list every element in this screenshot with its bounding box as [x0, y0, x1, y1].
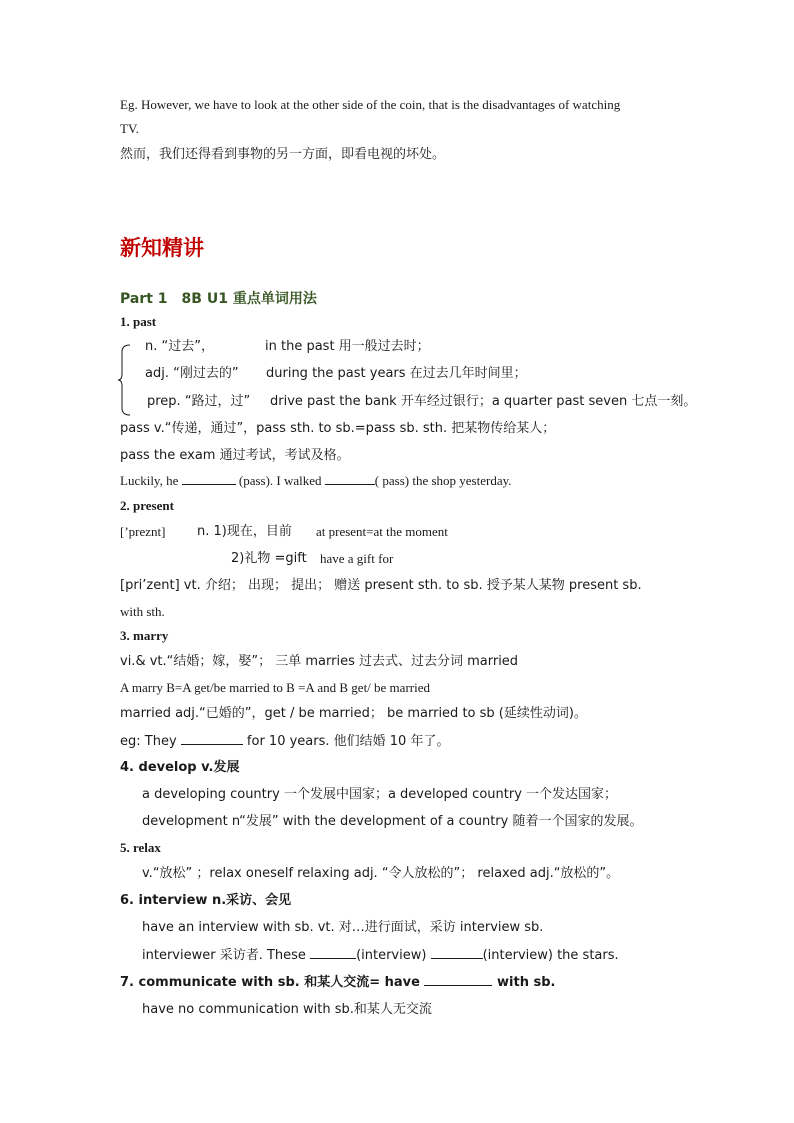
past-prep-meaning: prep. “路过，过”	[147, 394, 251, 409]
communicate-heading-a: 7. communicate with sb. 和某人交流= have	[120, 975, 420, 990]
exercise-text-b: (interview)	[356, 948, 427, 963]
pass-exam-line: pass the exam 通过考试，考试及格。	[120, 448, 350, 463]
past-prep-usage: drive past the bank 开车经过银行；a quarter past seven 七点一刻。	[270, 394, 697, 409]
exercise-text-c: ( pass) the shop yesterday.	[374, 473, 512, 488]
exercise-text-a: eg: They	[120, 734, 177, 749]
communicate-heading-b: with sb.	[497, 975, 556, 990]
interview-exercise-line	[142, 946, 619, 965]
exercise-text-b: (pass). I walked	[238, 473, 322, 488]
section-title: 新知精讲	[120, 236, 204, 260]
present-verb-line: [pri’zent] vt. 介绍； 出现； 提出； 赠送 present sth. to sb. 授予某人某物 present sb.	[120, 578, 642, 593]
past-exercise-line	[120, 472, 512, 490]
example-sentence-line-2: TV.	[120, 121, 139, 136]
past-noun-usage: in the past 用一般过去时；	[265, 339, 430, 354]
part-title: Part 1 8B U1 重点单词用法	[120, 291, 317, 307]
exercise-text-b: for 10 years. 他们结婚 10 年了。	[246, 734, 450, 749]
brace-bracket	[118, 344, 132, 416]
answer-blank[interactable]	[431, 946, 483, 959]
present-noun-meaning: n. 1)现在，目前	[197, 524, 292, 539]
answer-blank[interactable]	[325, 472, 375, 485]
communicate-heading	[120, 973, 555, 992]
marry-structure: A marry B=A get/be married to B =A and B get/ be married	[120, 680, 430, 695]
answer-blank[interactable]	[182, 472, 236, 485]
present-heading: 2. present	[120, 498, 174, 513]
example-translation: 然而，我们还得看到事物的另一方面，即看电视的坏处。	[120, 147, 446, 162]
answer-blank[interactable]	[310, 946, 356, 959]
answer-blank[interactable]	[424, 973, 492, 986]
develop-line-1: a developing country 一个发展中国家；a developed country 一个发达国家；	[142, 787, 618, 802]
past-adj-usage: during the past years 在过去几年时间里；	[266, 366, 527, 381]
interview-line-1: have an interview with sb. vt. 对…进行面试，采访 interview sb.	[142, 920, 544, 935]
present-verb-line-cont: with sth.	[120, 604, 165, 619]
answer-blank[interactable]	[181, 732, 243, 745]
past-adj-meaning: adj. “刚过去的”	[145, 366, 239, 381]
present-gift-meaning: 2)礼物 =gift	[231, 551, 307, 566]
exercise-text-c: (interview) the stars.	[482, 948, 619, 963]
marry-exercise-line	[120, 732, 449, 751]
relax-line: v.“放松” ；relax oneself relaxing adj. “令人放松的”； relaxed adj.“放松的”。	[142, 866, 620, 881]
married-adj-line: married adj.“已婚的”，get / be married； be married to sb (延续性动词)。	[120, 706, 587, 721]
marry-heading: 3. marry	[120, 628, 169, 643]
example-sentence-line-1: Eg. However, we have to look at the other side of the coin, that is the disadvantages of watching	[120, 97, 621, 112]
present-pron-noun: [’preznt]	[120, 524, 166, 539]
exercise-text-a: Luckily, he	[120, 473, 179, 488]
present-gift-usage: have a gift for	[320, 551, 394, 566]
interview-heading: 6. interview n.采访、会见	[120, 893, 292, 908]
develop-line-2: development n“发展” with the development of a country 随着一个国家的发展。	[142, 814, 643, 829]
communicate-line: have no communication with sb.和某人无交流	[142, 1002, 432, 1017]
develop-heading: 4. develop v.发展	[120, 760, 240, 775]
present-noun-usage: at present=at the moment	[316, 524, 448, 539]
past-heading: 1. past	[120, 314, 157, 329]
marry-meaning: vi.& vt.“结婚；嫁，娶”； 三单 marries 过去式、过去分词 married	[120, 654, 519, 669]
exercise-text-a: interviewer 采访者. These	[142, 948, 306, 963]
past-noun-meaning: n. “过去”，	[145, 339, 214, 354]
pass-verb-line: pass v.“传递，通过”，pass sth. to sb.=pass sb. sth. 把某物传给某人；	[120, 421, 556, 436]
relax-heading: 5. relax	[120, 840, 161, 855]
